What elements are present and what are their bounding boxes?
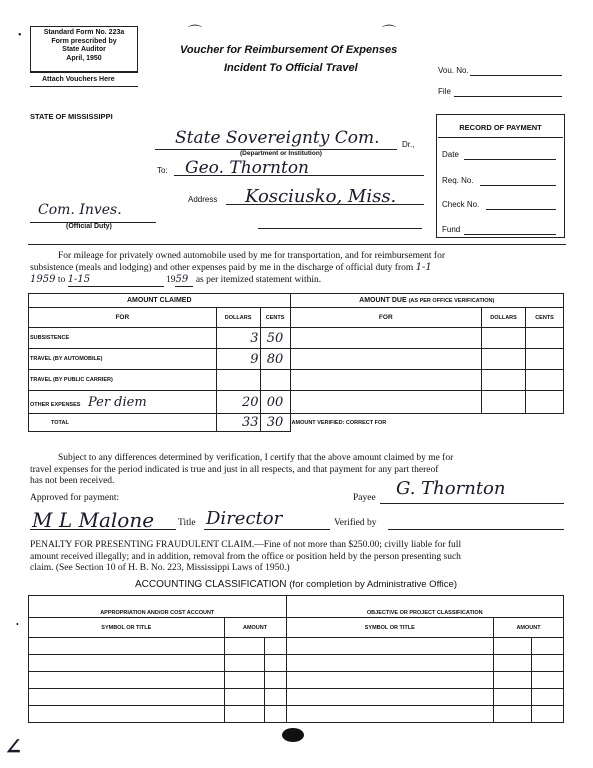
department-value: State Sovereignty Com. [175, 128, 380, 148]
record-fund-label: Fund [442, 225, 461, 234]
address-label: Address [188, 195, 218, 204]
total-cents: 30 [260, 414, 290, 432]
year-from: 1959 [30, 274, 56, 285]
table-row [29, 655, 564, 672]
col-cents: CENTS [260, 308, 290, 328]
year-prefix: 19 [165, 275, 176, 285]
form-line: State Auditor [62, 46, 106, 53]
symbol-header-right: SYMBOL OR TITLE [286, 618, 494, 638]
file-label: File [438, 87, 451, 96]
amount-header-left: AMOUNT [224, 618, 286, 638]
row-cents: 00 [260, 391, 290, 414]
row-label: TOTAL [29, 414, 217, 432]
department-caption: (Department or Institution) [240, 150, 322, 157]
official-duty-value: Com. Inves. [38, 202, 122, 218]
col-for-due: FOR [290, 308, 482, 328]
staple-mark: ⌒ [382, 26, 396, 41]
official-duty-caption: (Official Duty) [66, 223, 112, 230]
record-title: RECORD OF PAYMENT [459, 123, 542, 132]
accounting-subtitle: (for completion by Administrative Office) [289, 579, 457, 590]
table-row [29, 328, 564, 349]
title-label: Title [178, 518, 196, 528]
symbol-header-left: SYMBOL OR TITLE [29, 618, 225, 638]
form-title: Voucher for Reimbursement Of Expenses [180, 44, 398, 56]
row-cents: 50 [260, 328, 290, 349]
payee-name: Geo. Thornton [185, 158, 309, 178]
record-req-label: Req. No. [442, 176, 474, 185]
payee-label: Payee [353, 493, 376, 503]
row-label: OTHER EXPENSES [30, 401, 81, 408]
penalty-line-2: amount received illegally; and in addition, removal from the office or position held by the person presenting such [30, 551, 461, 562]
to-word: to [57, 275, 66, 285]
col-dollars-due: DOLLARS [482, 308, 526, 328]
col-for: FOR [29, 308, 217, 328]
amount-claimed-table [28, 293, 564, 432]
table-row [29, 370, 564, 391]
row-label: TRAVEL (BY AUTOMOBILE) [29, 349, 217, 370]
table-row [29, 391, 564, 414]
row-label: SUBSISTENCE [29, 328, 217, 349]
table-row [29, 349, 564, 370]
voucher-number-label: Vou. No. [438, 66, 469, 75]
table-row [29, 672, 564, 689]
objective-header: OBJECTIVE OR PROJECT CLASSIFICATION [286, 596, 564, 618]
statement-tail: as per itemized statement within. [195, 275, 322, 285]
form-subtitle: Incident To Official Travel [224, 62, 358, 74]
form-line: Form prescribed by [51, 37, 117, 45]
corner-mark: ∠ [4, 734, 23, 760]
col-cents-due: CENTS [526, 308, 564, 328]
attach-vouchers-label: Attach Vouchers Here [42, 76, 115, 83]
table-row [29, 706, 564, 723]
row-dollars: 3 [216, 328, 260, 349]
amount-due-header: AMOUNT DUE [359, 297, 407, 304]
table-row [29, 638, 564, 655]
form-number-box [30, 26, 138, 73]
row-dollars: 9 [216, 349, 260, 370]
total-dollars: 33 [216, 414, 260, 432]
margin-mark: • [16, 620, 19, 629]
dr-label: Dr., [402, 140, 415, 149]
accounting-table [28, 595, 564, 723]
period-from: 1-1 [415, 262, 432, 273]
to-label: To: [157, 166, 168, 175]
approved-label: Approved for payment: [30, 493, 120, 503]
payee-signature: G. Thornton [396, 478, 506, 499]
appropriation-header: APPROPRIATION AND/OR COST ACCOUNT [29, 596, 287, 618]
certify-line-1: Subject to any differences determined by verification, I certify that the above amount claimed by me for [58, 453, 454, 463]
record-date-label: Date [442, 150, 459, 159]
approver-title: Director [206, 508, 283, 529]
form-line: Standard Form No. 223a [43, 29, 125, 36]
amount-claimed-header: AMOUNT CLAIMED [29, 294, 291, 308]
table-row [29, 689, 564, 706]
penalty-line-1: PENALTY FOR PRESENTING FRAUDULENT CLAIM.—Fine of not more than $250.00; civilly liable for full [30, 540, 462, 550]
verified-by-label: Verified by [334, 518, 377, 528]
approver-signature: M L Malone [32, 508, 155, 532]
other-expenses-detail: Per diem [87, 394, 147, 410]
amount-due-note: (AS PER OFFICE VERIFICATION) [408, 298, 495, 304]
period-to: 1-15 [68, 274, 164, 287]
row-label: TRAVEL (BY PUBLIC CARRIER) [29, 370, 217, 391]
state-label: STATE OF MISSISSIPPI [30, 112, 113, 121]
certify-line-2: travel expenses for the period indicated is true and just in all respects, and that payment for any part thereof [30, 464, 439, 475]
statement-line-2: subsistence (meals and lodging) and other expenses paid by me in the discharge of official duty from [30, 263, 414, 273]
staple-mark: ⌒ [188, 26, 202, 41]
certify-line-3: has not been received. [30, 476, 115, 486]
row-dollars: 20 [216, 391, 260, 414]
form-line: April, 1950 [66, 54, 102, 62]
table-row [29, 414, 564, 432]
record-check-label: Check No. [442, 200, 480, 209]
ink-blot [282, 728, 304, 742]
accounting-title: ACCOUNTING CLASSIFICATION [134, 579, 287, 590]
amount-verified-label: AMOUNT VERIFIED: CORRECT FOR [290, 414, 563, 432]
statement-line-1: For mileage for privately owned automobile used by me for transportation, and for reimbursement for [58, 251, 446, 261]
punch-mark: • [18, 30, 22, 41]
row-cents: 80 [260, 349, 290, 370]
amount-header-right: AMOUNT [494, 618, 564, 638]
col-dollars: DOLLARS [216, 308, 260, 328]
address-value: Kosciusko, Miss. [245, 186, 397, 207]
penalty-line-3: claim. (See Section 10 of H. B. No. 223, Mississippi Laws of 1950.) [30, 563, 290, 573]
year-to: 59 [175, 274, 193, 287]
